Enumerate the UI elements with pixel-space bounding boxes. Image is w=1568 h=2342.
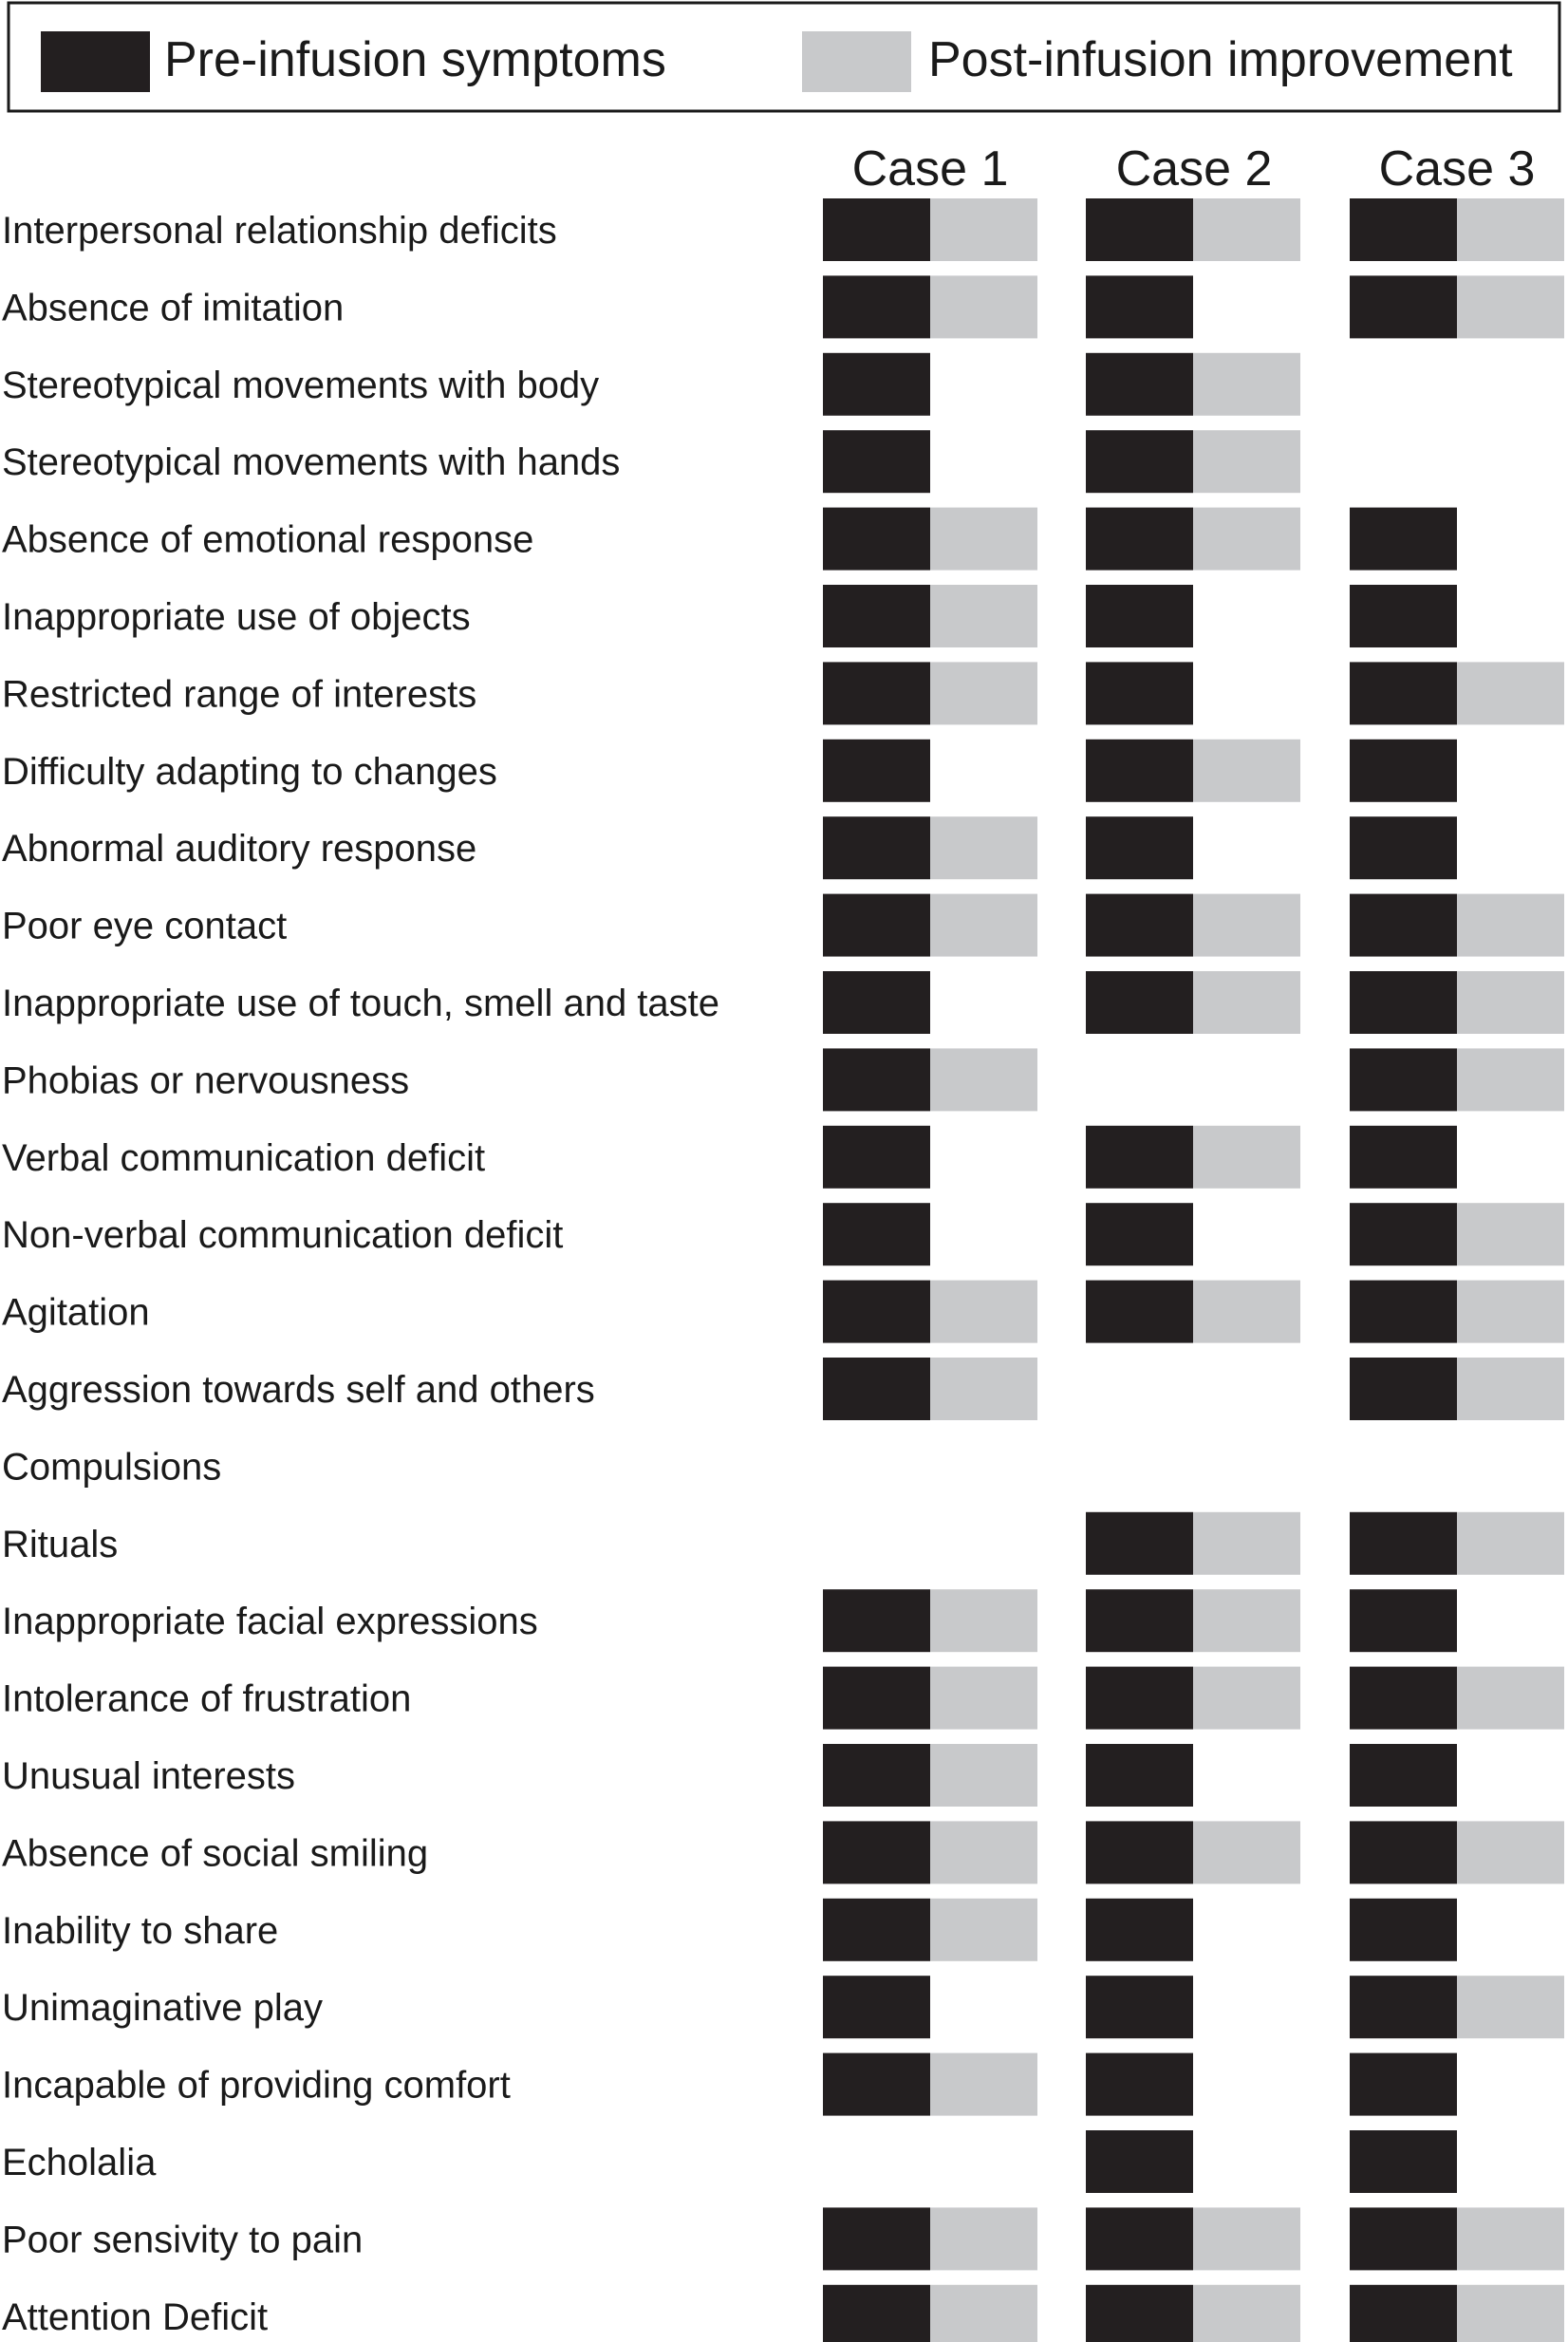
post-infusion-cell-case-1	[930, 1048, 1037, 1111]
pre-infusion-cell-case-3	[1350, 198, 1457, 261]
pre-infusion-cell-case-1	[823, 2207, 930, 2270]
post-infusion-cell-case-3	[1457, 1281, 1564, 1343]
symptom-row	[2, 2285, 1564, 2342]
row-label: Poor sensivity to pain	[2, 2219, 364, 2261]
row-label: Agitation	[2, 1291, 150, 1334]
pre-infusion-cell-case-3	[1350, 585, 1457, 647]
pre-infusion-cell-case-1	[823, 1048, 930, 1111]
post-infusion-cell-case-3	[1457, 1667, 1564, 1730]
post-infusion-cell-case-3	[1457, 662, 1564, 724]
pre-infusion-cell-case-3	[1350, 1048, 1457, 1111]
symptom-row	[2, 2207, 1564, 2270]
pre-infusion-cell-case-2	[1086, 894, 1193, 957]
post-infusion-cell-case-2	[1193, 353, 1300, 416]
post-infusion-cell-case-3	[1457, 1976, 1564, 2038]
legend	[9, 3, 1559, 111]
symptom-row	[2, 894, 1564, 957]
pre-infusion-cell-case-2	[1086, 1976, 1193, 2038]
pre-infusion-cell-case-2	[1086, 662, 1193, 724]
pre-infusion-cell-case-2	[1086, 2053, 1193, 2116]
post-infusion-cell-case-2	[1193, 508, 1300, 571]
row-label: Inappropriate facial expressions	[2, 1601, 538, 1643]
column-header-case-2: Case 2	[1115, 141, 1273, 197]
pre-infusion-cell-case-3	[1350, 1899, 1457, 1961]
post-infusion-cell-case-1	[930, 662, 1037, 724]
symptom-row	[2, 740, 1457, 802]
pre-infusion-cell-case-1	[823, 1126, 930, 1189]
symptom-row	[2, 1976, 1564, 2038]
pre-infusion-cell-case-1	[823, 508, 930, 571]
post-infusion-cell-case-1	[930, 585, 1037, 647]
post-infusion-cell-case-3	[1457, 1203, 1564, 1265]
pre-infusion-cell-case-3	[1350, 2207, 1457, 2270]
row-label: Interpersonal relationship deficits	[2, 210, 557, 252]
pre-infusion-cell-case-3	[1350, 2285, 1457, 2342]
pre-infusion-cell-case-3	[1350, 740, 1457, 802]
post-infusion-cell-case-2	[1193, 430, 1300, 493]
row-label: Unusual interests	[2, 1755, 296, 1797]
row-label: Aggression towards self and others	[2, 1369, 595, 1411]
symptom-row	[2, 1048, 1564, 1111]
row-label: Verbal communication deficit	[2, 1136, 486, 1179]
pre-infusion-cell-case-2	[1086, 740, 1193, 802]
pre-infusion-cell-case-1	[823, 585, 930, 647]
pre-infusion-cell-case-3	[1350, 2053, 1457, 2116]
row-label: Inability to share	[2, 1909, 279, 1952]
row-label: Rituals	[2, 1523, 119, 1565]
pre-infusion-cell-case-3	[1350, 662, 1457, 724]
pre-infusion-cell-case-2	[1086, 198, 1193, 261]
post-infusion-cell-case-2	[1193, 1667, 1300, 1730]
post-infusion-cell-case-1	[930, 508, 1037, 571]
pre-infusion-cell-case-1	[823, 662, 930, 724]
pre-infusion-cell-case-1	[823, 894, 930, 957]
pre-infusion-cell-case-3	[1350, 1589, 1457, 1652]
pre-infusion-cell-case-3	[1350, 1821, 1457, 1883]
pre-infusion-cell-case-1	[823, 971, 930, 1034]
pre-infusion-cell-case-3	[1350, 275, 1457, 338]
legend-label-pre: Pre-infusion symptoms	[164, 32, 666, 87]
pre-infusion-cell-case-1	[823, 1589, 930, 1652]
pre-infusion-cell-case-1	[823, 198, 930, 261]
pre-infusion-cell-case-1	[823, 275, 930, 338]
post-infusion-cell-case-2	[1193, 740, 1300, 802]
symptom-row	[2, 1281, 1564, 1343]
pre-infusion-cell-case-3	[1350, 1667, 1457, 1730]
pre-infusion-cell-case-3	[1350, 2130, 1457, 2193]
pre-infusion-cell-case-3	[1350, 1976, 1457, 2038]
post-infusion-cell-case-2	[1193, 2285, 1300, 2342]
symptom-row	[2, 1899, 1457, 1961]
pre-infusion-cell-case-2	[1086, 2207, 1193, 2270]
post-infusion-cell-case-2	[1193, 1589, 1300, 1652]
post-infusion-cell-case-1	[930, 1899, 1037, 1961]
pre-infusion-cell-case-2	[1086, 1899, 1193, 1961]
row-label: Restricted range of interests	[2, 673, 477, 716]
symptom-rows	[2, 198, 1564, 2342]
symptom-row	[2, 1203, 1564, 1265]
pre-infusion-cell-case-1	[823, 1744, 930, 1807]
row-label: Unimaginative play	[2, 1987, 323, 2030]
legend-label-post: Post-infusion improvement	[928, 32, 1513, 87]
pre-infusion-cell-case-1	[823, 2285, 930, 2342]
symptom-row	[2, 353, 1300, 416]
pre-infusion-cell-case-3	[1350, 508, 1457, 571]
post-infusion-cell-case-3	[1457, 2207, 1564, 2270]
post-infusion-cell-case-3	[1457, 198, 1564, 261]
symptom-row	[2, 585, 1457, 647]
symptom-row	[2, 1358, 1564, 1420]
pre-infusion-cell-case-2	[1086, 1667, 1193, 1730]
post-infusion-cell-case-2	[1193, 894, 1300, 957]
post-infusion-cell-case-1	[930, 1821, 1037, 1883]
pre-infusion-cell-case-2	[1086, 816, 1193, 879]
pre-infusion-cell-case-3	[1350, 816, 1457, 879]
row-label: Absence of imitation	[2, 287, 345, 329]
symptom-row	[2, 1667, 1564, 1730]
symptom-row	[2, 275, 1564, 338]
pre-infusion-cell-case-2	[1086, 275, 1193, 338]
pre-infusion-cell-case-1	[823, 430, 930, 493]
symptom-row	[2, 2130, 1457, 2193]
legend-swatch-pre	[41, 31, 150, 92]
row-label: Inappropriate use of objects	[2, 596, 471, 638]
post-infusion-cell-case-1	[930, 275, 1037, 338]
row-label: Difficulty adapting to changes	[2, 750, 497, 793]
pre-infusion-cell-case-3	[1350, 1744, 1457, 1807]
post-infusion-cell-case-1	[930, 1744, 1037, 1807]
pre-infusion-cell-case-2	[1086, 508, 1193, 571]
post-infusion-cell-case-2	[1193, 198, 1300, 261]
row-label: Abnormal auditory response	[2, 828, 477, 871]
post-infusion-cell-case-1	[930, 894, 1037, 957]
column-header-case-1: Case 1	[851, 141, 1009, 197]
pre-infusion-cell-case-2	[1086, 1821, 1193, 1883]
pre-infusion-cell-case-1	[823, 1667, 930, 1730]
post-infusion-cell-case-3	[1457, 1048, 1564, 1111]
post-infusion-cell-case-1	[930, 1667, 1037, 1730]
pre-infusion-cell-case-3	[1350, 1358, 1457, 1420]
pre-infusion-cell-case-3	[1350, 894, 1457, 957]
pre-infusion-cell-case-1	[823, 2053, 930, 2116]
pre-infusion-cell-case-3	[1350, 1126, 1457, 1189]
post-infusion-cell-case-2	[1193, 1821, 1300, 1883]
symptom-row	[2, 1821, 1564, 1883]
pre-infusion-cell-case-2	[1086, 2285, 1193, 2342]
symptom-row	[2, 2053, 1457, 2116]
row-label: Phobias or nervousness	[2, 1059, 410, 1102]
post-infusion-cell-case-1	[930, 1589, 1037, 1652]
pre-infusion-cell-case-2	[1086, 1744, 1193, 1807]
symptom-row	[2, 1446, 221, 1488]
pre-infusion-cell-case-2	[1086, 2130, 1193, 2193]
symptom-row	[2, 1744, 1457, 1807]
pre-infusion-cell-case-2	[1086, 1281, 1193, 1343]
post-infusion-cell-case-1	[930, 1358, 1037, 1420]
pre-infusion-cell-case-3	[1350, 1203, 1457, 1265]
post-infusion-cell-case-3	[1457, 275, 1564, 338]
pre-infusion-cell-case-2	[1086, 1512, 1193, 1575]
symptom-row	[2, 816, 1457, 879]
post-infusion-cell-case-1	[930, 816, 1037, 879]
pre-infusion-cell-case-1	[823, 1281, 930, 1343]
row-label: Non-verbal communication deficit	[2, 1214, 564, 1257]
post-infusion-cell-case-2	[1193, 2207, 1300, 2270]
pre-infusion-cell-case-3	[1350, 1512, 1457, 1575]
symptom-row	[2, 971, 1564, 1034]
column-header-case-3: Case 3	[1378, 141, 1536, 197]
pre-infusion-cell-case-1	[823, 740, 930, 802]
post-infusion-cell-case-3	[1457, 2285, 1564, 2342]
symptom-row	[2, 1589, 1457, 1652]
pre-infusion-cell-case-2	[1086, 1203, 1193, 1265]
post-infusion-cell-case-1	[930, 198, 1037, 261]
post-infusion-cell-case-3	[1457, 1358, 1564, 1420]
symptom-row	[2, 508, 1457, 571]
post-infusion-cell-case-3	[1457, 894, 1564, 957]
pre-infusion-cell-case-2	[1086, 585, 1193, 647]
symptom-row	[2, 662, 1564, 724]
pre-infusion-cell-case-1	[823, 816, 930, 879]
pre-infusion-cell-case-1	[823, 1358, 930, 1420]
post-infusion-cell-case-1	[930, 1281, 1037, 1343]
post-infusion-cell-case-2	[1193, 971, 1300, 1034]
symptom-row	[2, 198, 1564, 261]
post-infusion-cell-case-2	[1193, 1126, 1300, 1189]
pre-infusion-cell-case-1	[823, 1976, 930, 2038]
post-infusion-cell-case-3	[1457, 971, 1564, 1034]
row-label: Absence of emotional response	[2, 518, 534, 561]
symptom-row	[2, 430, 1300, 493]
row-label: Poor eye contact	[2, 905, 288, 947]
pre-infusion-cell-case-3	[1350, 971, 1457, 1034]
column-headers	[852, 141, 1536, 197]
post-infusion-cell-case-1	[930, 2207, 1037, 2270]
pre-infusion-cell-case-2	[1086, 353, 1193, 416]
row-label: Compulsions	[2, 1446, 222, 1489]
pre-infusion-cell-case-3	[1350, 1281, 1457, 1343]
pre-infusion-cell-case-1	[823, 353, 930, 416]
post-infusion-cell-case-1	[930, 2285, 1037, 2342]
pre-infusion-cell-case-2	[1086, 971, 1193, 1034]
pre-infusion-cell-case-2	[1086, 430, 1193, 493]
pre-infusion-cell-case-1	[823, 1821, 930, 1883]
pre-infusion-cell-case-2	[1086, 1589, 1193, 1652]
pre-infusion-cell-case-1	[823, 1203, 930, 1265]
post-infusion-cell-case-3	[1457, 1821, 1564, 1883]
row-label: Attention Deficit	[2, 2295, 269, 2338]
post-infusion-cell-case-3	[1457, 1512, 1564, 1575]
post-infusion-cell-case-2	[1193, 1281, 1300, 1343]
post-infusion-cell-case-2	[1193, 1512, 1300, 1575]
pre-infusion-cell-case-1	[823, 1899, 930, 1961]
symptom-row	[2, 1512, 1564, 1575]
row-label: Incapable of providing comfort	[2, 2064, 511, 2107]
symptom-row	[2, 1126, 1457, 1189]
row-label: Echolalia	[2, 2142, 157, 2183]
post-infusion-cell-case-1	[930, 2053, 1037, 2116]
row-label: Intolerance of frustration	[2, 1677, 412, 1720]
pre-infusion-cell-case-2	[1086, 1126, 1193, 1189]
row-label: Absence of social smiling	[2, 1832, 429, 1875]
row-label: Stereotypical movements with hands	[2, 441, 621, 484]
row-label: Stereotypical movements with body	[2, 364, 600, 406]
legend-swatch-post	[802, 31, 911, 92]
row-label: Inappropriate use of touch, smell and taste	[2, 983, 720, 1024]
